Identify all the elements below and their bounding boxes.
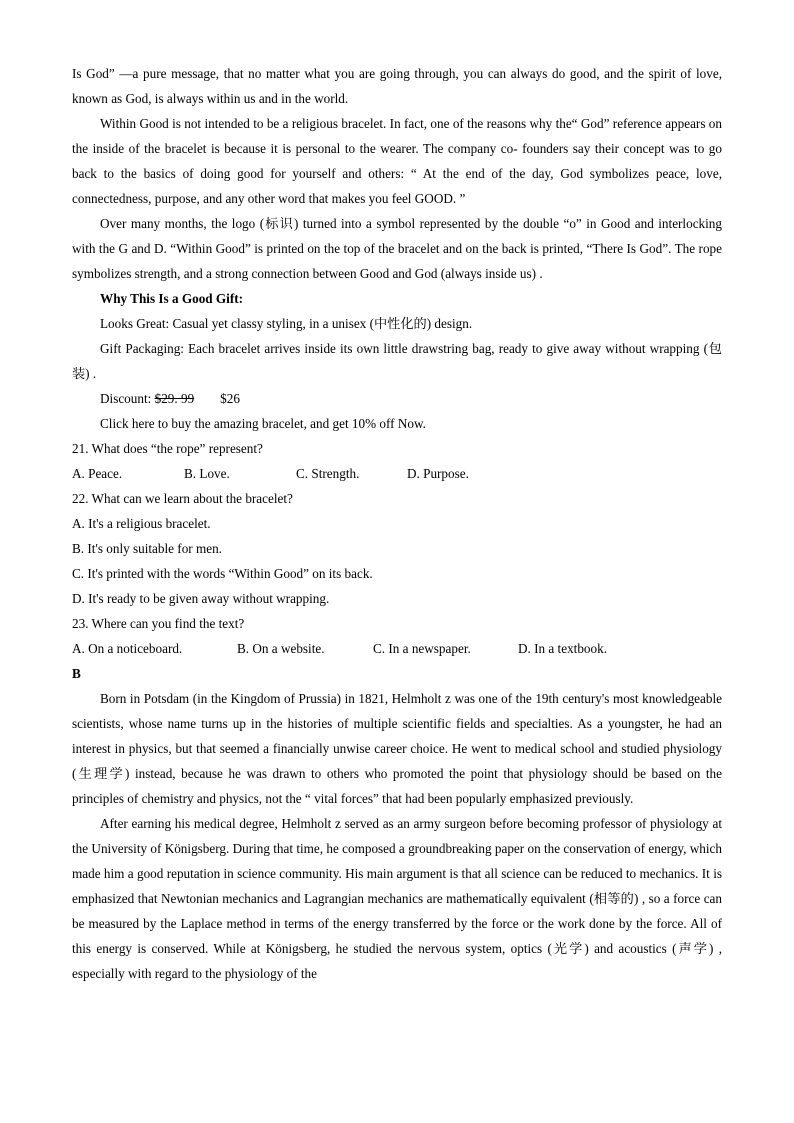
section-b-heading: B (72, 666, 81, 681)
question-23-option-a[interactable]: A. On a noticeboard. (72, 641, 183, 656)
question-23-option-d[interactable]: D. In a textbook. (518, 641, 607, 656)
discount-line (72, 386, 722, 411)
question-22-stem: 22. What can we learn about the bracelet? (72, 491, 293, 506)
discount-label: Discount: (100, 391, 152, 406)
passage-a-paragraph-2: Within Good is not intended to be a religious bracelet. In fact, one of the reasons why the“ God” reference appears on the inside of the bracelet is because it is personal to the wearer. The company co- founders say their concept was to go back to the basics of doing good for yourself and others: “ At the end of the day, God symbolizes peace, love, connectedness, purpose, and any other word that makes you feel GOOD. ” (72, 116, 722, 206)
looks-great-line: Looks Great: Casual yet classy styling, in a unisex (中性化的) design. (100, 316, 473, 331)
question-21-options (72, 461, 722, 486)
question-21-option-b[interactable]: B. Love. (184, 466, 230, 481)
passage-b-paragraph-2: After earning his medical degree, Helmholt z served as an army surgeon before becoming professor of physiology at the University of Königsberg. During that time, he composed a groundbreaking paper on the conservation of energy, which made him a good reputation in science community. His main argument is that all science can be reduced to mechanics. It is emphasized that Newtonian mechanics and Lagrangian mechanics are mathematically equivalent (相等的) , so a force can be measured by the Laplace method in terms of the energy transferred by the force or the work done by the force. All of this energy is conserved. While at Königsberg, he studied the nervous system, optics (光学) and acoustics (声学) , especially with regard to the physiology of the (72, 816, 722, 981)
question-22-option-a[interactable]: A. It's a religious bracelet. (72, 516, 211, 531)
question-21-option-d[interactable]: D. Purpose. (407, 466, 469, 481)
click-here-link[interactable]: Click here to buy the amazing bracelet, and get 10% off Now. (100, 416, 426, 431)
question-21-option-c[interactable]: C. Strength. (296, 466, 360, 481)
question-21-stem: 21. What does “the rope” represent? (72, 441, 263, 456)
question-23-option-b[interactable]: B. On a website. (237, 641, 325, 656)
question-22-option-b[interactable]: B. It's only suitable for men. (72, 541, 222, 556)
question-22-option-d[interactable]: D. It's ready to be given away without wrapping. (72, 591, 330, 606)
question-23-options (72, 636, 722, 661)
document-page (72, 61, 722, 986)
question-23-stem: 23. Where can you find the text? (72, 616, 245, 631)
gift-packaging-line: Gift Packaging: Each bracelet arrives inside its own little drawstring bag, ready to give away without wrapping (包装) . (72, 341, 722, 381)
passage-a-paragraph-1: Is God” —a pure message, that no matter what you are going through, you can always do good, and the spirit of love, known as God, is always within us and in the world. (72, 66, 722, 106)
question-21-option-a[interactable]: A. Peace. (72, 466, 123, 481)
new-price: $26 (220, 391, 240, 406)
old-price: $29. 99 (154, 391, 195, 406)
gift-heading: Why This Is a Good Gift: (100, 291, 244, 306)
question-22-option-c[interactable]: C. It's printed with the words “Within Good” on its back. (72, 566, 373, 581)
passage-b-paragraph-1: Born in Potsdam (in the Kingdom of Prussia) in 1821, Helmholt z was one of the 19th century's most knowledgeable scientists, whose name turns up in the histories of multiple scientific fields and specialties. As a youngster, he had an interest in physics, but that seemed a financially unwise career choice. He went to medical school and studied physiology (生理学) instead, because he was drawn to others who promoted the point that physiology should be based on the principles of chemistry and physics, not the “ vital forces” that had been popularly emphasized previously. (72, 691, 722, 806)
passage-a-paragraph-3: Over many months, the logo (标识) turned into a symbol represented by the double “o” in Good and interlocking with the G and D. “Within Good” is printed on the top of the bracelet and on the back is printed, “There Is God”. The rope symbolizes strength, and a strong connection between Good and God (always inside us) . (72, 216, 722, 281)
question-23-option-c[interactable]: C. In a newspaper. (373, 641, 471, 656)
